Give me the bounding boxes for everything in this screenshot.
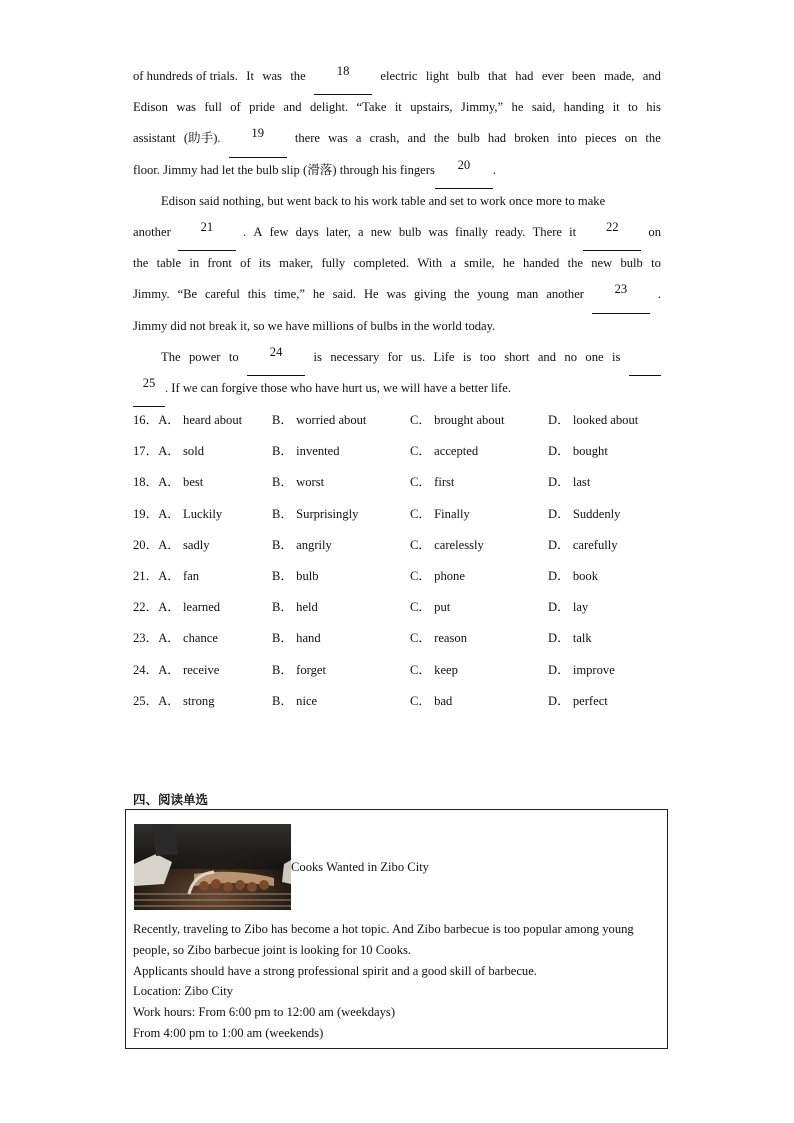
passage-line xyxy=(133,64,661,95)
answer-blank: 20 xyxy=(435,158,493,189)
passage-text: Jimmy. xyxy=(133,287,170,302)
passage-text: is xyxy=(313,349,322,364)
passage-text: assistant xyxy=(133,131,176,146)
passage-text: front xyxy=(207,256,232,271)
passage-text: ever xyxy=(541,69,564,83)
passage-text: full xyxy=(204,100,222,115)
option-a[interactable]: 23．A． chance xyxy=(133,631,218,646)
passage-text: the xyxy=(454,287,470,302)
option-d[interactable]: D． bought xyxy=(548,444,608,459)
passage-text: to xyxy=(228,349,239,364)
passage-text: Life xyxy=(433,349,455,364)
section-title: 四、阅读单选 xyxy=(133,792,209,807)
passage-text: (助手). xyxy=(183,131,221,146)
passage-line xyxy=(133,220,661,251)
passage-text: one xyxy=(585,349,604,364)
question-row xyxy=(133,502,661,533)
passage-text: He xyxy=(363,287,379,302)
passage-text: another xyxy=(546,287,584,302)
ad-text-line: Applicants should have a strong professional spirit and a good skill of barbecue. xyxy=(133,963,537,978)
passage-text: electric xyxy=(380,69,418,83)
cloze-passage xyxy=(133,64,661,407)
passage-text: was xyxy=(386,287,407,302)
passage-text: to xyxy=(651,256,661,271)
passage-text: With xyxy=(417,256,443,271)
option-a[interactable]: 18．A． best xyxy=(133,475,204,490)
option-a[interactable]: 16．A． heard about xyxy=(133,413,243,427)
question-row xyxy=(133,689,661,720)
option-b[interactable]: B． held xyxy=(272,600,318,615)
passage-text: in xyxy=(189,256,200,271)
passage-text: he xyxy=(312,287,325,302)
passage-text: necessary xyxy=(330,349,380,364)
option-b[interactable]: B． nice xyxy=(272,693,318,708)
passage-text: A xyxy=(253,224,263,239)
option-c[interactable]: C． Finally xyxy=(410,506,470,521)
passage-text: a xyxy=(355,131,362,146)
passage-text: Edison said nothing, but went back to his work table and set to work once more to make xyxy=(161,193,606,208)
option-d[interactable]: D． Suddenly xyxy=(548,506,621,521)
passage-text: was xyxy=(262,69,282,83)
option-b[interactable]: B． Surprisingly xyxy=(272,506,359,521)
passage-text: ready. xyxy=(495,224,526,239)
passage-text: of xyxy=(240,256,251,271)
passage-text: this xyxy=(247,287,266,302)
passage-text: was xyxy=(176,100,196,115)
barbecue-photo xyxy=(134,824,291,910)
answer-blank: 19 xyxy=(229,126,287,157)
passage-text: new xyxy=(591,256,613,271)
passage-text: later, xyxy=(325,224,351,239)
option-a[interactable]: 17．A． sold xyxy=(133,444,205,459)
option-a[interactable]: 21．A． fan xyxy=(133,568,200,583)
option-c[interactable]: C． accepted xyxy=(410,444,479,459)
option-c[interactable]: C． keep xyxy=(410,662,458,677)
passage-text: had xyxy=(515,69,534,83)
option-d[interactable]: D． last xyxy=(548,475,591,490)
option-c[interactable]: C． put xyxy=(410,600,451,615)
option-c[interactable]: C． brought about xyxy=(410,413,505,427)
passage-text: us. xyxy=(410,349,426,364)
ad-text-line: Recently, traveling to Zibo has become a hot topic. And Zibo barbecue is too popular among young people, so Zibo barbecue joint is looking for 10 Cooks. xyxy=(133,922,634,957)
question-row xyxy=(133,658,661,689)
option-c[interactable]: C． carelessly xyxy=(410,537,484,552)
passage-text: pride xyxy=(249,100,276,115)
passage-text: bulb xyxy=(457,131,480,146)
passage-text: on xyxy=(624,131,638,146)
question-row xyxy=(133,533,661,564)
passage-text: had xyxy=(487,131,507,146)
passage-text: “Take xyxy=(356,100,387,115)
passage-line xyxy=(133,158,661,189)
option-d[interactable]: D． book xyxy=(548,568,599,583)
option-b[interactable]: B． worst xyxy=(272,475,325,490)
ad-body xyxy=(133,919,663,1044)
passage-text: . If we can forgive those who have hurt us, we will have a better life. xyxy=(165,380,511,395)
passage-text: the xyxy=(645,131,661,146)
passage-text: made, xyxy=(604,69,635,83)
passage-text: a xyxy=(450,256,456,271)
passage-text: Jimmy,” xyxy=(460,100,504,115)
job-ad-box xyxy=(125,809,668,1049)
option-a[interactable]: 24．A． receive xyxy=(133,662,220,677)
passage-text: said. xyxy=(332,287,357,302)
passage-text: fully xyxy=(321,256,346,271)
passage-text: his xyxy=(646,100,661,115)
passage-text: said, xyxy=(531,100,556,115)
option-a[interactable]: 20．A． sadly xyxy=(133,537,210,552)
passage-text: was xyxy=(428,224,448,239)
option-d[interactable]: D． carefully xyxy=(548,537,618,552)
passage-text: upstairs, xyxy=(410,100,453,115)
passage-text: It xyxy=(246,69,254,83)
passage-text: its xyxy=(258,256,271,271)
answer-blank xyxy=(629,345,661,376)
passage-text: pieces xyxy=(585,131,617,146)
passage-text: Jimmy did not break it, so we have millions of bulbs in the world today. xyxy=(133,318,496,333)
passage-line xyxy=(133,345,661,376)
passage-text: been xyxy=(571,69,596,83)
passage-text: he xyxy=(502,256,515,271)
answer-blank: 22 xyxy=(583,220,641,251)
option-d[interactable]: D． improve xyxy=(548,662,615,677)
passage-text: of hundreds of trials. xyxy=(133,69,238,83)
option-d[interactable]: D． lay xyxy=(548,600,589,615)
passage-text: no xyxy=(564,349,578,364)
passage-text: table xyxy=(156,256,182,271)
passage-line xyxy=(133,376,661,407)
passage-text: was xyxy=(328,131,348,146)
passage-text: young xyxy=(477,287,509,302)
passage-text: and xyxy=(283,100,302,115)
option-d[interactable]: D． looked about xyxy=(548,413,639,427)
passage-text: there xyxy=(294,131,321,146)
ad-text-line: Work hours: From 6:00 pm to 12:00 am (weekdays) xyxy=(133,1005,396,1020)
option-b[interactable]: B． bulb xyxy=(272,568,319,583)
passage-text: broken xyxy=(514,131,550,146)
question-options xyxy=(133,408,661,720)
passage-text: the xyxy=(133,256,149,271)
ad-title: Cooks Wanted in Zibo City xyxy=(291,860,429,874)
passage-text: days xyxy=(295,224,319,239)
option-a[interactable]: 19．A． Luckily xyxy=(133,506,223,521)
option-b[interactable]: B． worried about xyxy=(272,413,367,427)
option-c[interactable]: C． phone xyxy=(410,568,465,583)
passage-text: bulb xyxy=(398,224,422,239)
passage-text: smile, xyxy=(464,256,495,271)
passage-line xyxy=(133,314,661,345)
passage-text: short xyxy=(504,349,530,364)
answer-blank: 18 xyxy=(314,64,372,95)
passage-text: handing xyxy=(563,100,605,115)
passage-text: the xyxy=(433,131,450,146)
passage-text: maker, xyxy=(279,256,314,271)
question-row xyxy=(133,626,661,657)
passage-text: it xyxy=(612,100,620,115)
passage-text: . xyxy=(657,287,661,302)
passage-text: delight. xyxy=(310,100,349,115)
option-c[interactable]: C． bad xyxy=(410,693,453,708)
barbecue-photo-icon xyxy=(134,824,291,910)
answer-blank: 25 xyxy=(133,376,165,407)
passage-text: The xyxy=(161,349,181,364)
question-row xyxy=(133,408,661,439)
passage-text: and xyxy=(537,349,557,364)
question-row xyxy=(133,595,661,626)
passage-text: the xyxy=(567,256,583,271)
passage-text: light xyxy=(425,69,449,83)
passage-text: Edison xyxy=(133,100,168,115)
passage-text: it xyxy=(394,100,402,115)
passage-text: into xyxy=(557,131,577,146)
option-b[interactable]: B． hand xyxy=(272,631,321,646)
passage-text: and xyxy=(407,131,426,146)
passage-text: bulb xyxy=(457,69,480,83)
passage-text: . xyxy=(243,224,247,239)
passage-text: it xyxy=(569,224,577,239)
passage-text: of xyxy=(230,100,241,115)
passage-text: crash, xyxy=(369,131,400,146)
passage-text: . xyxy=(492,162,497,177)
passage-text: on xyxy=(648,224,661,239)
passage-text: man xyxy=(516,287,539,302)
passage-text: few xyxy=(269,224,289,239)
passage-text: time,” xyxy=(273,287,305,302)
passage-text: he xyxy=(511,100,524,115)
passage-text: finally xyxy=(455,224,489,239)
passage-text: too xyxy=(479,349,496,364)
option-d[interactable]: D． talk xyxy=(548,631,592,646)
passage-text: handed xyxy=(522,256,560,271)
question-row xyxy=(133,470,661,501)
passage-text: for xyxy=(387,349,403,364)
passage-text: and xyxy=(642,69,661,83)
option-c[interactable]: C． reason xyxy=(410,631,468,646)
passage-text: completed. xyxy=(353,256,410,271)
passage-text: is xyxy=(612,349,621,364)
option-a[interactable]: 22．A． learned xyxy=(133,600,221,615)
option-c[interactable]: C． first xyxy=(410,475,455,490)
passage-text: new xyxy=(370,224,392,239)
passage-text: floor. Jimmy had let the bulb slip (滑落) through his fingers xyxy=(133,162,435,177)
passage-line xyxy=(133,189,661,220)
option-a[interactable]: 25．A． strong xyxy=(133,693,215,708)
question-row xyxy=(133,564,661,595)
passage-text: another xyxy=(133,224,171,239)
passage-text: bulb xyxy=(620,256,643,271)
passage-text: that xyxy=(488,69,507,83)
answer-blank: 24 xyxy=(247,345,305,376)
passage-text: is xyxy=(462,349,472,364)
passage-line xyxy=(133,126,661,157)
passage-text: “Be xyxy=(177,287,198,302)
passage-line xyxy=(133,251,661,282)
answer-blank: 23 xyxy=(592,282,650,313)
passage-text: power xyxy=(189,349,221,364)
question-row xyxy=(133,439,661,470)
option-b[interactable]: B． angrily xyxy=(272,537,332,552)
answer-blank: 21 xyxy=(178,220,236,251)
passage-line xyxy=(133,95,661,126)
passage-text: the xyxy=(290,69,306,83)
passage-text: a xyxy=(358,224,364,239)
ad-text-line: Location: Zibo City xyxy=(133,984,234,999)
passage-text: to xyxy=(628,100,638,115)
option-d[interactable]: D． perfect xyxy=(548,693,608,708)
passage-line xyxy=(133,282,661,313)
passage-text: There xyxy=(532,224,562,239)
passage-text: careful xyxy=(204,287,240,302)
option-b[interactable]: B． forget xyxy=(272,662,326,677)
option-b[interactable]: B． invented xyxy=(272,444,340,459)
ad-text-line: From 4:00 pm to 1:00 am (weekends) xyxy=(133,1025,324,1040)
passage-text: giving xyxy=(413,287,447,302)
